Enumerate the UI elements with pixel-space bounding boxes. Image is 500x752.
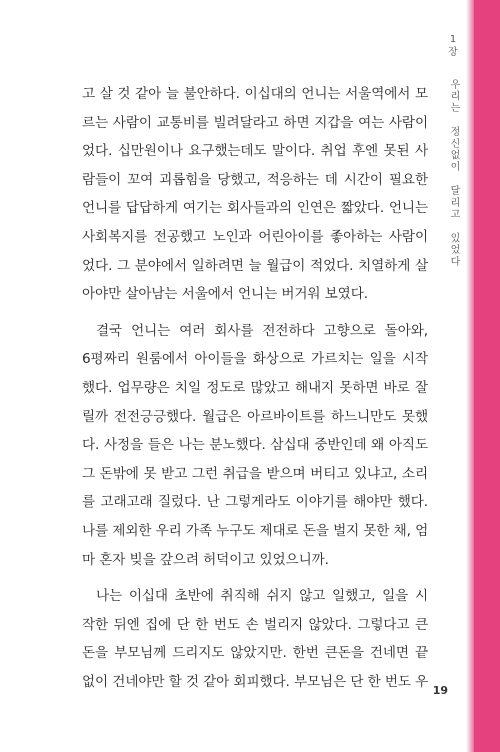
text-line: 작한 뒤엔 집에 단 한 번도 손 벌리지 않았다. 그렇다고 큰: [82, 616, 428, 633]
text-line: 르는 사람이 교통비를 빌려달라고 하면 지갑을 여는 사람이: [82, 114, 428, 131]
text-line: 없이 건네야만 할 것 같아 회피했다. 부모님은 단 한 번도 우: [82, 673, 429, 690]
chapter-label: 장: [448, 47, 458, 58]
text-line: 었다. 그 분야에서 일하려면 늘 월급이 적었다. 치열하게 살: [82, 257, 428, 274]
paragraph-3: [82, 582, 428, 696]
paragraph-1: [82, 80, 428, 309]
body-text: [82, 80, 428, 696]
text-line: 를 고래고래 질렀다. 난 그렇게라도 이야기를 해야만 했다.: [82, 494, 428, 511]
paragraph-2: [82, 317, 428, 574]
text-line: 그 돈밖에 못 받고 그런 취급을 받으며 버티고 있냐고, 소리: [82, 465, 428, 482]
text-line: 었다. 십만원이나 요구했는데도 말이다. 취업 후엔 못된 사: [82, 143, 428, 160]
text-line: 나는 이십대 초반에 취직해 쉬지 않고 일했고, 일을 시: [96, 588, 428, 605]
text-line: 고 살 것 같아 늘 불안하다. 이십대의 언니는 서울역에서 모: [82, 86, 428, 102]
text-line: 나를 제외한 우리 가족 누구도 제대로 돈을 벌지 못한 채, 엄: [82, 522, 429, 539]
running-head: [436, 34, 470, 268]
chapter-title: 우리는 정신없이 달리고 있었다: [448, 79, 459, 268]
page-number: 19: [432, 684, 448, 697]
text-line: 사회복지를 전공했고 노인과 어린아이를 좋아하는 사람이: [82, 228, 428, 245]
text-line: 했다. 업무량은 치일 정도로 많았고 해내지 못하면 바로 잘: [82, 379, 428, 396]
text-line: 다. 사정을 들은 나는 분노했다. 삼십대 중반인데 왜 아직도: [82, 437, 428, 454]
page-edge-color-band: [474, 0, 500, 752]
chapter-number: 1: [449, 34, 457, 45]
text-line: 릴까 전전긍긍했다. 월급은 아르바이트를 하느니만도 못했: [82, 408, 428, 425]
text-line: 언니를 답답하게 여기는 회사들과의 인연은 짧았다. 언니는: [82, 200, 428, 217]
text-line: 람들이 꼬여 괴롭힘을 당했고, 적응하는 데 시간이 필요한: [82, 171, 428, 188]
text-line: 결국 언니는 여러 회사를 전전하다 고향으로 돌아와,: [96, 322, 428, 339]
text-line: 마 혼자 빚을 갚으려 허덕이고 있었으니까.: [82, 551, 329, 568]
text-line: 돈을 부모님께 드리지도 않았지만. 한번 큰돈을 건네면 끝: [82, 645, 428, 662]
text-line: 6평짜리 원룸에서 아이들을 화상으로 가르치는 일을 시작: [82, 351, 428, 368]
text-line: 아야만 살아남는 서울에서 언니는 버거워 보였다.: [82, 286, 368, 303]
